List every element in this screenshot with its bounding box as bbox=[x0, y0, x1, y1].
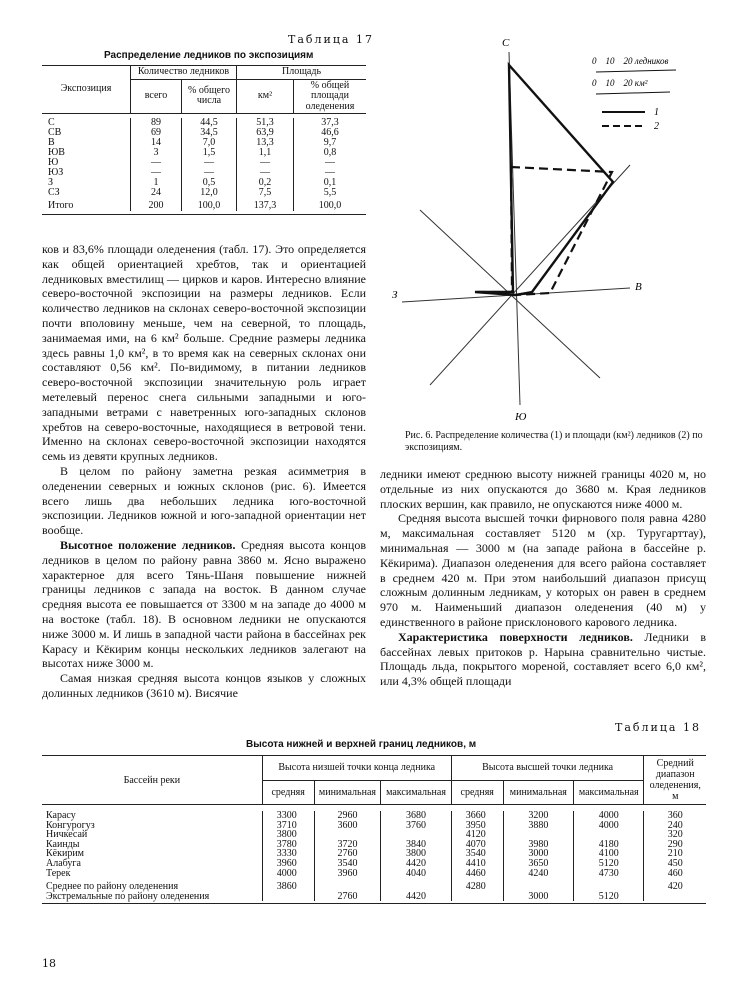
t18-cell-high-max: 4730 bbox=[573, 869, 644, 879]
t17-cell-pct-area: 0,8 bbox=[323, 147, 337, 158]
t18-cell-low-mean: 3860 bbox=[262, 878, 314, 892]
right-paragraph-3: Характеристика поверхности ледников. Ледники в бассейнах левых притоков р. Нарына сравнительно чистые. Площадь льда, покрытого мореной, составляет всего 6,0 км², или 4,3% общей площади bbox=[380, 629, 706, 689]
t18-cell-range: 450 bbox=[667, 857, 683, 869]
left-column-text bbox=[42, 242, 366, 701]
t17-cell-pct-area: 5,5 bbox=[323, 187, 337, 198]
t18-cell-low-max: 3840 bbox=[381, 840, 452, 850]
table-18-title: Высота нижней и верхней границ ледников, м bbox=[246, 739, 477, 750]
t17-head-exposition: Экспозиция bbox=[42, 66, 131, 114]
t17-cell-area: 1,1 bbox=[237, 148, 294, 158]
t18-cell-range: 210 bbox=[667, 848, 683, 860]
t18-head-low: Высота низшей точки конца ледника bbox=[262, 756, 451, 781]
t18-cell-low-mean: 4000 bbox=[262, 869, 314, 879]
table-row bbox=[42, 869, 706, 879]
left-paragraph-4: Самая низкая средняя высота концов языков у сложных долинных ледников (3610 м). Висячие bbox=[42, 671, 366, 700]
right-paragraph-2: Средняя высота высшей точки фирнового поля равна 4280 м, максимальная составляет 5120 м (хр. Туругарттау), минимальная — 3000 м (на западе района в бассейне р. Кёкирима). Диапазон оледенения для всего района составляет в среднем 420 м. При этом наибольший диапазон присущ сложным долинным ледникам, у которых он равен в среднем 970 м. Наименьший диапазон оледенения (40 м) у единственного в районе присклонового карового ледника. bbox=[380, 511, 706, 629]
t18-cell-low-mean bbox=[262, 892, 314, 902]
t17-cell-pct-count: — bbox=[182, 168, 237, 178]
t18-cell-high-mean bbox=[451, 892, 503, 902]
t18-cell-low-max: 4040 bbox=[381, 869, 452, 879]
t18-cell-low-max: 3680 bbox=[381, 811, 452, 821]
t18-cell-basin: Конгурогуз bbox=[42, 821, 262, 831]
t17-cell-exposition: СВ bbox=[42, 128, 131, 138]
t17-cell-exposition: СЗ bbox=[42, 188, 131, 198]
t18-cell-basin: Экстремальные по району оледенения bbox=[42, 892, 262, 902]
t17-cell-exposition: З bbox=[42, 178, 131, 188]
t17-cell-count: 89 bbox=[131, 118, 182, 128]
t18-cell-high-mean: 4070 bbox=[451, 840, 503, 850]
t18-cell-basin: Ничкесай bbox=[42, 830, 262, 840]
t18-cell-high-max: 4100 bbox=[573, 849, 644, 859]
t18-head-basin: Бассейн реки bbox=[42, 756, 262, 805]
t18-cell-high-max: 4180 bbox=[573, 840, 644, 850]
t18-cell-high-max: 5120 bbox=[573, 892, 644, 902]
t18-cell-low-mean: 3960 bbox=[262, 859, 314, 869]
t17-cell-pct-count: 0,5 bbox=[182, 178, 237, 188]
legend-label-1: 1 bbox=[654, 107, 659, 118]
t18-head-low-mean: средняя bbox=[262, 780, 314, 805]
t18-head-low-max: максимальная bbox=[381, 780, 452, 805]
t18-cell-low-max: 3800 bbox=[381, 849, 452, 859]
t18-cell-high-min: 3000 bbox=[503, 849, 573, 859]
t17-cell-area: — bbox=[237, 158, 294, 168]
t18-cell-low-max: 3760 bbox=[381, 821, 452, 831]
t18-cell-basin: Терек bbox=[42, 869, 262, 879]
t17-cell-area: 51,3 bbox=[237, 118, 294, 128]
t18-cell-low-max: 4420 bbox=[381, 892, 452, 902]
t17-cell-pct-area: — bbox=[325, 167, 335, 178]
t18-cell-low-max: 4420 bbox=[381, 859, 452, 869]
t17-cell-pct-count: 44,5 bbox=[182, 118, 237, 128]
t18-cell-range bbox=[644, 892, 706, 902]
section-heading-altitude: Высотное положение ледников. bbox=[60, 537, 236, 552]
t18-head-high-min: минимальная bbox=[503, 780, 573, 805]
table-17-number: Таблица 17 bbox=[288, 33, 374, 46]
table-row-mean bbox=[42, 878, 706, 892]
t17-cell-area: 13,3 bbox=[237, 138, 294, 148]
t18-cell-low-min: 3960 bbox=[314, 869, 381, 879]
t17-cell-pct-count: 34,5 bbox=[182, 128, 237, 138]
table-18 bbox=[42, 755, 706, 904]
t17-cell-count: 3 bbox=[131, 148, 182, 158]
t18-cell-basin: Каинды bbox=[42, 840, 262, 850]
t18-cell-high-max: 5120 bbox=[573, 859, 644, 869]
t17-total-pct-count: 100,0 bbox=[182, 198, 237, 211]
t18-cell-basin: Алабуга bbox=[42, 859, 262, 869]
table-row bbox=[42, 188, 366, 198]
t17-cell-area: — bbox=[237, 168, 294, 178]
table-row-total bbox=[42, 198, 366, 211]
t18-cell-high-min: 3000 bbox=[503, 892, 573, 902]
t18-cell-low-mean: 3330 bbox=[262, 849, 314, 859]
table-row-extreme bbox=[42, 892, 706, 902]
t17-total-pct-area: 100,0 bbox=[318, 200, 342, 211]
scale-count-label: 0 10 20 ледников bbox=[592, 56, 669, 66]
label-south: Ю bbox=[515, 411, 527, 423]
t17-total-area: 137,3 bbox=[237, 198, 294, 211]
t17-cell-exposition: С bbox=[42, 118, 131, 128]
t18-cell-basin: Среднее по району оледенения bbox=[42, 878, 262, 892]
t18-cell-high-mean: 3660 bbox=[451, 811, 503, 821]
t18-cell-high-min: 4240 bbox=[503, 869, 573, 879]
t17-cell-pct-count: 1,5 bbox=[182, 148, 237, 158]
t17-cell-pct-count: — bbox=[182, 158, 237, 168]
t18-head-high-mean: средняя bbox=[451, 780, 503, 805]
figure-6-caption: Рис. 6. Распределение количества (1) и площади (км²) ледников (2) по экспозициям. bbox=[405, 430, 703, 453]
t18-cell-high-min: 3880 bbox=[503, 821, 573, 831]
page-number: 18 bbox=[42, 957, 56, 970]
section-heading-surface: Характеристика поверхности ледников. bbox=[398, 629, 633, 644]
figure-6-rose-diagram bbox=[380, 30, 720, 435]
t18-cell-high-mean: 3950 bbox=[451, 821, 503, 831]
series-count-polygon bbox=[475, 65, 613, 295]
t17-head-count: Количество ледников bbox=[131, 66, 237, 80]
table-17-title: Распределение ледников по экспозициям bbox=[104, 50, 314, 61]
t18-cell-range: 420 bbox=[667, 881, 683, 893]
t17-head-total: всего bbox=[131, 79, 182, 114]
t17-cell-area: 0,2 bbox=[237, 178, 294, 188]
t18-head-high-max: максимальная bbox=[573, 780, 644, 805]
table-17 bbox=[42, 65, 366, 215]
t18-cell-low-min: 3540 bbox=[314, 859, 381, 869]
t17-cell-count: 1 bbox=[131, 178, 182, 188]
t18-cell-low-min: 3720 bbox=[314, 840, 381, 850]
t17-head-area: Площадь bbox=[237, 66, 367, 80]
t17-cell-pct-count: 7,0 bbox=[182, 138, 237, 148]
t18-cell-low-min: 3600 bbox=[314, 821, 381, 831]
t17-cell-count: 24 bbox=[131, 188, 182, 198]
t17-cell-pct-area: 46,6 bbox=[321, 127, 339, 138]
t17-head-pct-area: % общей площади оледенения bbox=[294, 79, 367, 114]
t18-cell-low-mean: 3780 bbox=[262, 840, 314, 850]
t18-cell-high-mean: 4460 bbox=[451, 869, 503, 879]
t17-cell-pct-area: 0,1 bbox=[323, 177, 337, 188]
t18-cell-low-mean: 3300 bbox=[262, 811, 314, 821]
scale-area-bar bbox=[596, 92, 670, 94]
t18-cell-high-max: 4000 bbox=[573, 821, 644, 831]
label-west: З bbox=[392, 289, 398, 301]
t17-head-pct-count: % общего числа bbox=[182, 79, 237, 114]
t18-cell-high-mean: 3540 bbox=[451, 849, 503, 859]
right-paragraph-1: ледники имеют среднюю высоту нижней границы 4020 м, но отдельные из них опускаются до 3680 м. Края ледников плоских вершин, как правило, не опускаются ниже 4000 м. bbox=[380, 467, 706, 511]
t18-cell-low-min: 2760 bbox=[314, 849, 381, 859]
t17-cell-pct-area: 37,3 bbox=[321, 117, 339, 128]
t18-head-range: Средний диапазон оледенения, м bbox=[644, 756, 706, 805]
t18-cell-range: 460 bbox=[667, 867, 683, 879]
t18-head-low-min: минимальная bbox=[314, 780, 381, 805]
legend-label-2: 2 bbox=[654, 121, 659, 132]
t18-cell-high-mean: 4120 bbox=[451, 830, 503, 840]
t18-cell-low-min: 2760 bbox=[314, 892, 381, 902]
t17-cell-count: 14 bbox=[131, 138, 182, 148]
scale-area-label: 0 10 20 км² bbox=[592, 78, 648, 88]
t18-cell-high-max bbox=[573, 878, 644, 892]
t18-cell-basin: Кёкирим bbox=[42, 849, 262, 859]
t18-cell-high-min: 3650 bbox=[503, 859, 573, 869]
t18-cell-range: 360 bbox=[667, 810, 683, 821]
right-column-text bbox=[380, 467, 706, 689]
t18-cell-low-mean: 3800 bbox=[262, 830, 314, 840]
t17-cell-pct-area: 9,7 bbox=[323, 137, 337, 148]
t17-cell-count: 69 bbox=[131, 128, 182, 138]
t18-cell-low-mean: 3710 bbox=[262, 821, 314, 831]
left-paragraph-1: ков и 83,6% площади оледенения (табл. 17). Это определяется как общей ориентацией хребтов, так и ориентацией ледниковых вместилищ — цирков и каров. Интересно влияние северо-восточной экспозиции на размеры ледников. Если количество ледников на склонах северо-восточной экспозиции почти вполовину меньше, чем на северной, то площадь, занимаемая ими, на 6 км² больше. Средние размеры ледника здесь равны 1,0 км², в то время как на северных склонах они составляют 0,56 км². По-видимому, в питании ледников северо-восточной экспозиции значительную роль играет метелевый перенос снега сильными западными и юго-западными ветрами с наветренных юго-западных склонов хребтов на северо-восточные, находящиеся в ветровой тени. Именно на склонах северо-восточной экспозиции находятся семь из девяти крупных ледников. bbox=[42, 242, 366, 464]
left-paragraph-3: Высотное положение ледников. Средняя высота концов ледников в целом по району равна 3860 м. Ясно выражено характерное для всего Тянь-Шаня повышение нижней границы ледников с запада на восток. В данном случае средняя высота ее повышается от 3300 м на западе до 4000 м на востоке (табл. 18). В основном ледники не опускаются ниже 3000 м. И лишь в западной части района в бассейнах рек Карасу и Кёкирим концы нескольких ледников залегают на высотах ниже 3000 м. bbox=[42, 537, 366, 671]
t18-cell-low-min bbox=[314, 878, 381, 892]
t18-cell-high-min bbox=[503, 878, 573, 892]
t17-cell-pct-area: — bbox=[325, 157, 335, 168]
t17-total-count: 200 bbox=[131, 198, 182, 211]
scale-count-bar bbox=[596, 70, 676, 72]
table-row bbox=[42, 821, 706, 831]
t17-cell-pct-count: 12,0 bbox=[182, 188, 237, 198]
t18-cell-high-mean: 4410 bbox=[451, 859, 503, 869]
t18-cell-range: 320 bbox=[667, 829, 683, 841]
label-east: В bbox=[635, 281, 642, 293]
t18-cell-low-min: 2960 bbox=[314, 811, 381, 821]
t17-head-km2: км² bbox=[237, 79, 294, 114]
t18-cell-high-mean: 4280 bbox=[451, 878, 503, 892]
t17-cell-exposition: ЮВ bbox=[42, 148, 131, 158]
t18-cell-range: 290 bbox=[667, 838, 683, 850]
t17-total-label: Итого bbox=[42, 198, 131, 211]
t18-cell-range: 240 bbox=[667, 819, 683, 831]
t17-cell-exposition: Ю bbox=[42, 158, 131, 168]
label-north: С bbox=[502, 37, 510, 49]
table-18-number: Таблица 18 bbox=[615, 721, 701, 734]
t17-cell-exposition: ЮЗ bbox=[42, 168, 131, 178]
t17-cell-exposition: В bbox=[42, 138, 131, 148]
t17-cell-area: 63,9 bbox=[237, 128, 294, 138]
t18-cell-basin: Карасу bbox=[42, 811, 262, 821]
t17-cell-count: — bbox=[131, 158, 182, 168]
t18-cell-high-max: 4000 bbox=[573, 811, 644, 821]
t18-cell-high-min: 3980 bbox=[503, 840, 573, 850]
t18-cell-low-max bbox=[381, 878, 452, 892]
t18-cell-high-min: 3200 bbox=[503, 811, 573, 821]
t17-cell-area: 7,5 bbox=[237, 188, 294, 198]
t18-head-high: Высота высшей точки ледника bbox=[451, 756, 644, 781]
t17-cell-count: — bbox=[131, 168, 182, 178]
left-paragraph-2: В целом по району заметна резкая асимметрия в оледенении северных и южных склонов (рис. 6). Имеется всего лишь два небольших ледника юго-восточной экспозиции. Ледников южной и юго-западной ориентации нет вообще. bbox=[42, 463, 366, 538]
